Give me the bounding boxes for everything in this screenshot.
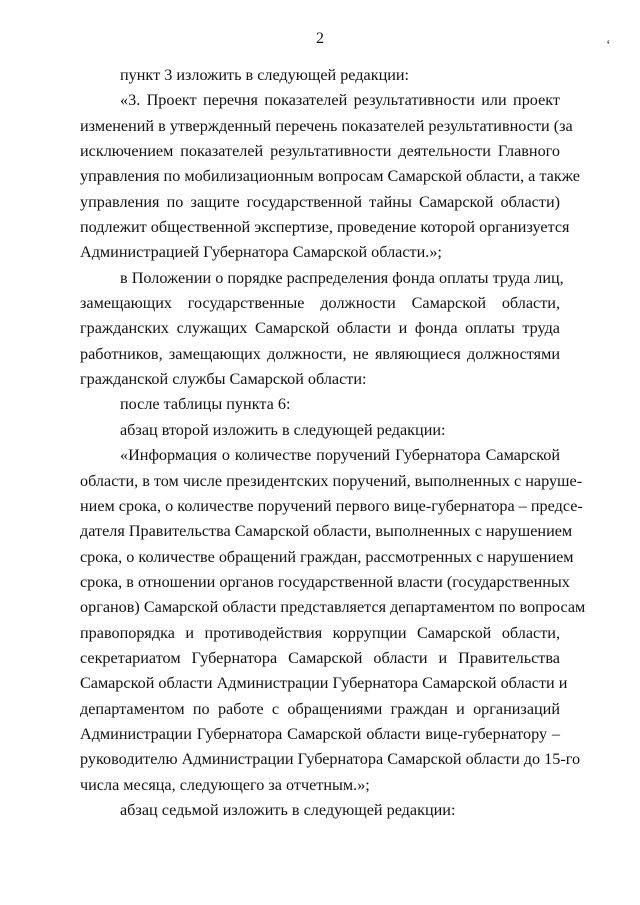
text-line: управления по защите государственной тайны Самарской области)	[80, 192, 560, 211]
text-line: органов) Самарской области представляется департаментом по вопросам	[80, 598, 586, 617]
text-line: в Положении о порядке распределения фонда оплаты труда лиц,	[120, 268, 564, 287]
text-line: работников, замещающих должности, не являющиеся должностями	[80, 344, 560, 363]
text-line: правопорядка и противодействия коррупции Самарской области,	[80, 623, 560, 642]
text-line: дателя Правительства Самарской области, выполненных с нарушением	[80, 522, 573, 541]
text-line: «Информация о количестве поручений Губернатора Самарской	[120, 446, 560, 465]
text-line: нием срока, о количестве поручений первого вице-губернатора – предсе-	[80, 496, 583, 515]
text-line: руководителю Администрации Губернатора Самарской области до 15-го	[80, 750, 581, 769]
text-line: Самарской области Администрации Губернатора Самарской области и	[80, 674, 568, 693]
text-line: департаментом по работе с обращениями граждан и организаций	[80, 699, 560, 718]
text-line: числа месяца, следующего за отчетным.»;	[80, 775, 370, 794]
text-line: исключением показателей результативности деятельности Главного	[80, 142, 560, 161]
text-line: области, в том числе президентских поручений, выполненных с наруше-	[80, 471, 583, 490]
text-line: Администрацией Губернатора Самарской области.»;	[80, 243, 442, 262]
text-line: абзац второй изложить в следующей редакции:	[120, 420, 446, 439]
text-line: изменений в утвержденный перечень показателей результативности (за	[80, 116, 573, 135]
page-number: 2	[316, 30, 324, 47]
text-line: «3. Проект перечня показателей результативности или проект	[120, 91, 560, 110]
text-line: Администрации Губернатора Самарской области вице-губернатору –	[80, 724, 560, 743]
text-line: срока, в отношении органов государственной власти (государственных	[80, 572, 570, 591]
margin-mark: ʻ	[606, 38, 611, 53]
text-line: подлежит общественной экспертизе, проведение которой организуется	[80, 218, 570, 237]
document-body	[80, 63, 586, 823]
text-line: гражданской службы Самарской области:	[80, 370, 367, 389]
text-line: управления по мобилизационным вопросам Самарской области, а также	[80, 167, 580, 186]
text-line: гражданских служащих Самарской области и фонда оплаты труда	[80, 319, 560, 338]
text-line: замещающих государственные должности Самарской области,	[80, 294, 560, 313]
text-line: пункт 3 изложить в следующей редакции:	[120, 66, 410, 84]
text-line: срока, о количестве обращений граждан, рассмотренных с нарушением	[80, 547, 574, 566]
text-line: абзац седьмой изложить в следующей редакции:	[120, 800, 456, 819]
text-line: секретариатом Губернатора Самарской области и Правительства	[80, 648, 560, 667]
text-line: после таблицы пункта 6:	[120, 395, 291, 414]
